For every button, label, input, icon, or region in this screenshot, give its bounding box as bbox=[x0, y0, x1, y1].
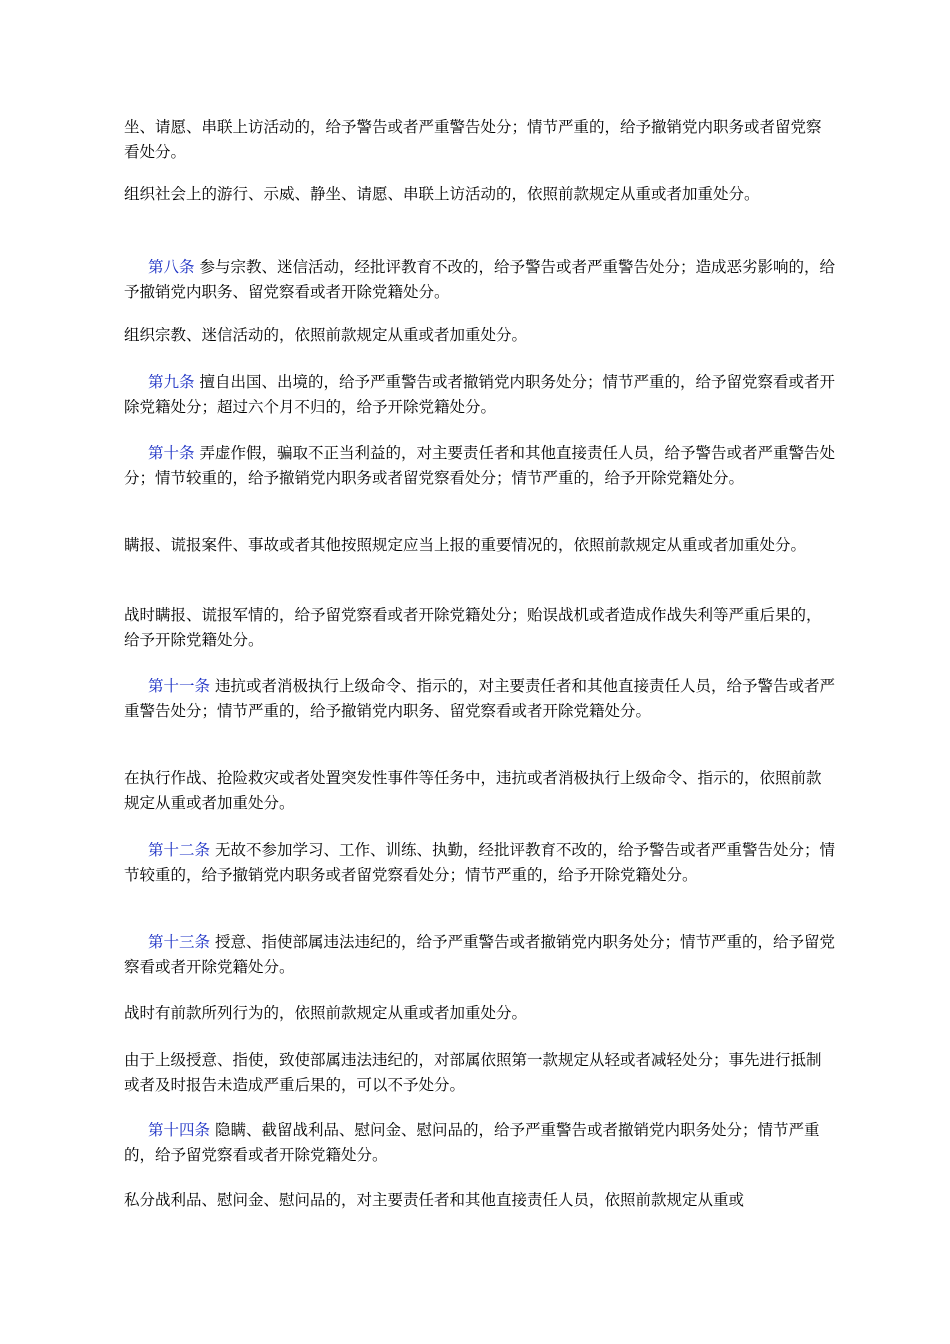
paragraph bbox=[124, 533, 836, 558]
paragraph-text: 坐、请愿、串联上访活动的，给予警告或者严重警告处分；情节严重的，给予撤销党内职务或者留党察看处分。 bbox=[124, 118, 822, 161]
paragraph-text: 参与宗教、迷信活动，经批评教育不改的，给予警告或者严重警告处分；造成恶劣影响的，给予撤销党内职务、留党察看或者开除党籍处分。 bbox=[124, 258, 835, 301]
paragraph bbox=[124, 182, 836, 207]
article-number: 第十条 bbox=[148, 444, 195, 462]
article-paragraph bbox=[124, 255, 836, 305]
paragraph-text: 由于上级授意、指使，致使部属违法违纪的，对部属依照第一款规定从轻或者减轻处分；事先进行抵制或者及时报告未造成严重后果的，可以不予处分。 bbox=[124, 1051, 822, 1094]
article-number: 第九条 bbox=[148, 373, 195, 391]
article-number: 第十二条 bbox=[148, 841, 211, 859]
paragraph bbox=[124, 1001, 836, 1026]
paragraph-text: 在执行作战、抢险救灾或者处置突发性事件等任务中，违抗或者消极执行上级命令、指示的，依照前款规定从重或者加重处分。 bbox=[124, 769, 822, 812]
article-paragraph bbox=[124, 930, 836, 980]
paragraph-text: 无故不参加学习、工作、训练、执勤，经批评教育不改的，给予警告或者严重警告处分；情节较重的，给予撤销党内职务或者留党察看处分；情节严重的，给予开除党籍处分。 bbox=[124, 841, 835, 884]
article-paragraph bbox=[124, 838, 836, 888]
article-paragraph bbox=[124, 370, 836, 420]
article-number: 第十一条 bbox=[148, 677, 211, 695]
paragraph bbox=[124, 603, 836, 653]
article-paragraph bbox=[124, 1118, 836, 1168]
paragraph-text: 隐瞒、截留战利品、慰问金、慰问品的，给予严重警告或者撤销党内职务处分；情节严重的，给予留党察看或者开除党籍处分。 bbox=[124, 1121, 820, 1164]
paragraph-text: 弄虚作假，骗取不正当利益的，对主要责任者和其他直接责任人员，给予警告或者严重警告处分；情节较重的，给予撤销党内职务或者留党察看处分；情节严重的，给予开除党籍处分。 bbox=[124, 444, 835, 487]
paragraph-text: 战时有前款所列行为的，依照前款规定从重或者加重处分。 bbox=[124, 1004, 528, 1022]
paragraph-text: 战时瞒报、谎报军情的，给予留党察看或者开除党籍处分；贻误战机或者造成作战失利等严重后果的，给予开除党籍处分。 bbox=[124, 606, 822, 649]
paragraph-text: 授意、指使部属违法违纪的，给予严重警告或者撤销党内职务处分；情节严重的，给予留党察看或者开除党籍处分。 bbox=[124, 933, 835, 976]
article-number: 第八条 bbox=[148, 258, 195, 276]
paragraph bbox=[124, 1048, 836, 1098]
article-number: 第十三条 bbox=[148, 933, 211, 951]
paragraph bbox=[124, 766, 836, 816]
paragraph bbox=[124, 115, 836, 165]
article-paragraph bbox=[124, 674, 836, 724]
paragraph bbox=[124, 323, 836, 348]
paragraph-text: 私分战利品、慰问金、慰问品的，对主要责任者和其他直接责任人员，依照前款规定从重或 bbox=[124, 1191, 745, 1209]
paragraph bbox=[124, 1188, 836, 1213]
paragraph-text: 组织社会上的游行、示威、静坐、请愿、串联上访活动的，依照前款规定从重或者加重处分。 bbox=[124, 185, 760, 203]
paragraph-text: 擅自出国、出境的，给予严重警告或者撤销党内职务处分；情节严重的，给予留党察看或者开除党籍处分；超过六个月不归的，给予开除党籍处分。 bbox=[124, 373, 835, 416]
article-number: 第十四条 bbox=[148, 1121, 211, 1139]
paragraph-text: 组织宗教、迷信活动的，依照前款规定从重或者加重处分。 bbox=[124, 326, 528, 344]
paragraph-text: 违抗或者消极执行上级命令、指示的，对主要责任者和其他直接责任人员，给予警告或者严重警告处分；情节严重的，给予撤销党内职务、留党察看或者开除党籍处分。 bbox=[124, 677, 835, 720]
paragraph-text: 瞒报、谎报案件、事故或者其他按照规定应当上报的重要情况的，依照前款规定从重或者加重处分。 bbox=[124, 536, 807, 554]
article-paragraph bbox=[124, 441, 836, 491]
